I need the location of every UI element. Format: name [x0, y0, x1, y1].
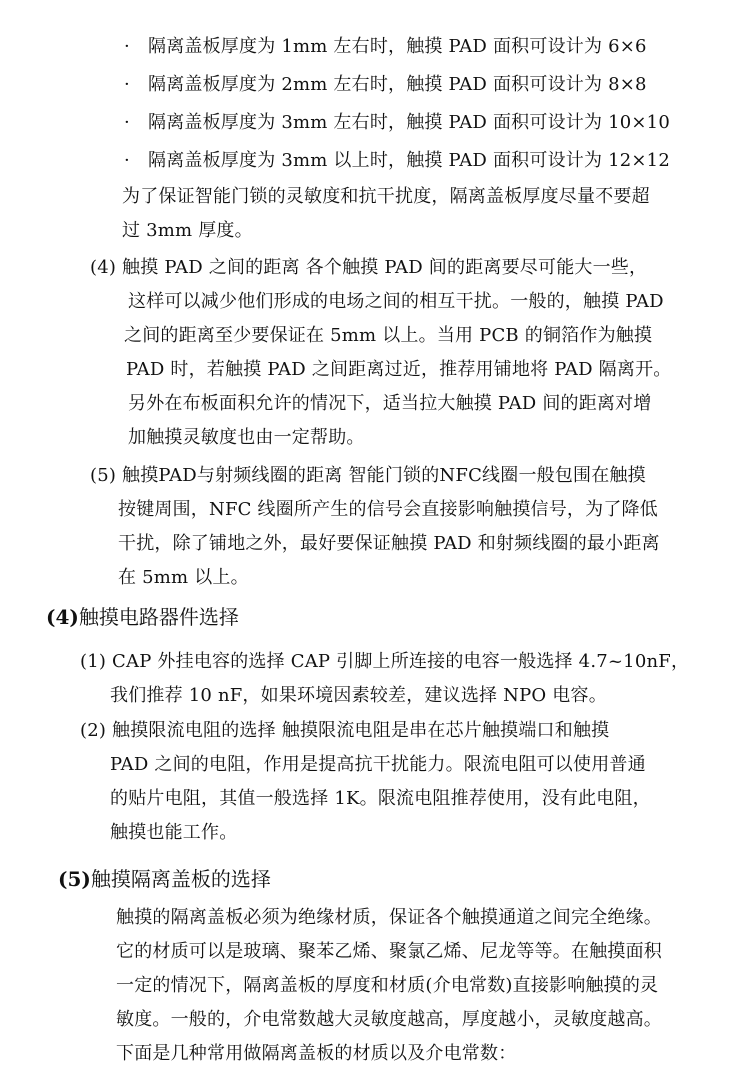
section4-number: (4) [46, 605, 79, 629]
bullet-dot: · [124, 112, 130, 133]
section5-line-3: 一定的情况下，隔离盖板的厚度和材质(介电常数)直接影响触摸的灵 [116, 975, 659, 996]
bullet-item-3mm: 隔离盖板厚度为 3mm 左右时，触摸 PAD 面积可设计为 10×10 [148, 112, 670, 133]
section4-sub1-line-1: (1) CAP 外挂电容的选择 CAP 引脚上所连接的电容一般选择 4.7~10nF， [80, 651, 690, 672]
section4-sub2-line-2: PAD 之间的电阻，作用是提高抗干扰能力。限流电阻可以使用普通 [110, 754, 646, 775]
item5-line-2: 按键周围，NFC 线圈所产生的信号会直接影响触摸信号，为了降低 [118, 499, 658, 520]
section4-sub2-line-1: (2) 触摸限流电阻的选择 触摸限流电阻是串在芯片触摸端口和触摸 [80, 720, 610, 741]
item4-line-3: 之间的距离至少要保证在 5mm 以上。当用 PCB 的铜箔作为触摸 [124, 325, 653, 346]
bullet-dot: · [124, 150, 130, 171]
item4-line-1: (4) 触摸 PAD 之间的距离 各个触摸 PAD 间的距离要尽可能大一些， [90, 257, 648, 278]
item5-line-1: (5) 触摸PAD与射频线圈的距离 智能门锁的NFC线圈一般包围在触摸 [90, 465, 646, 486]
section4-sub2-line-3: 的贴片电阻，其值一般选择 1K。限流电阻推荐使用，没有此电阻， [110, 788, 651, 809]
section5-heading [58, 866, 271, 892]
section5-number: (5) [58, 867, 91, 891]
bullet-item-2mm: 隔离盖板厚度为 2mm 左右时，触摸 PAD 面积可设计为 8×8 [148, 74, 647, 95]
section5-line-5: 下面是几种常用做隔离盖板的材质以及介电常数： [116, 1043, 517, 1064]
bullet-dot: · [124, 74, 130, 95]
section4-sub2-line-4: 触摸也能工作。 [110, 822, 238, 843]
note-line-1: 为了保证智能门锁的灵敏度和抗干扰度，隔离盖板厚度尽量不要超 [122, 186, 650, 207]
bullet-item-1mm: 隔离盖板厚度为 1mm 左右时，触摸 PAD 面积可设计为 6×6 [148, 36, 647, 57]
section4-sub1-line-2: 我们推荐 10 nF，如果环境因素较差，建议选择 NPO 电容。 [110, 685, 607, 706]
section5-title: 触摸隔离盖板的选择 [90, 867, 271, 891]
bullet-item-over-3mm: 隔离盖板厚度为 3mm 以上时，触摸 PAD 面积可设计为 12×12 [148, 150, 670, 171]
section5-line-4: 敏度。一般的，介电常数越大灵敏度越高，厚度越小，灵敏度越高。 [116, 1009, 662, 1030]
bullet-dot: · [124, 36, 130, 57]
item4-line-6: 加触摸灵敏度也由一定帮助。 [128, 427, 365, 448]
section4-heading [46, 604, 239, 630]
item4-line-5: 另外在布板面积允许的情况下，适当拉大触摸 PAD 间的距离对增 [128, 393, 652, 414]
item5-line-4: 在 5mm 以上。 [118, 567, 249, 588]
item4-line-2: 这样可以减少他们形成的电场之间的相互干扰。一般的，触摸 PAD [128, 291, 664, 312]
section4-title: 触摸电路器件选择 [78, 605, 239, 629]
section5-line-1: 触摸的隔离盖板必须为绝缘材质，保证各个触摸通道之间完全绝缘。 [116, 907, 662, 928]
section5-line-2: 它的材质可以是玻璃、聚苯乙烯、聚氯乙烯、尼龙等等。在触摸面积 [116, 941, 662, 962]
note-line-2: 过 3mm 厚度。 [122, 220, 253, 241]
item4-line-4: PAD 时，若触摸 PAD 之间距离过近，推荐用铺地将 PAD 隔离开。 [126, 359, 672, 380]
item5-line-3: 干扰，除了铺地之外，最好要保证触摸 PAD 和射频线圈的最小距离 [118, 533, 660, 554]
